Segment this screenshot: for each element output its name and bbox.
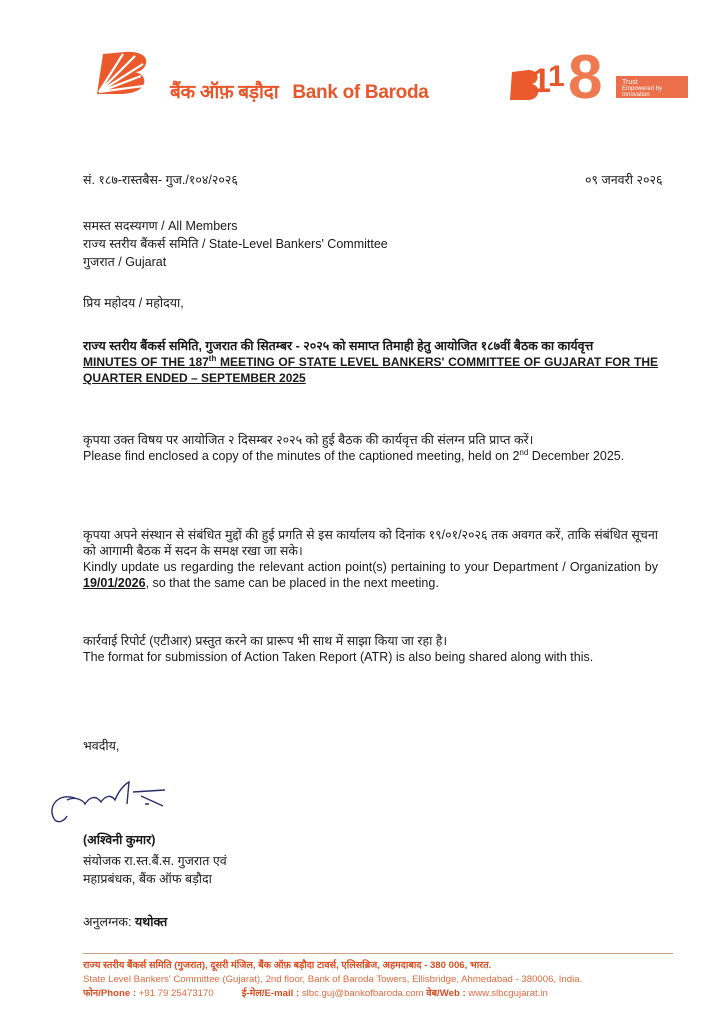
svg-text:8: 8 bbox=[568, 43, 603, 104]
recipient-line: राज्य स्तरीय बैंकर्स समिति / State-Level Bankers' Committee bbox=[83, 237, 388, 251]
designation-line: महाप्रबंधक, बैंक ऑफ बड़ौदा bbox=[83, 872, 212, 886]
email-label: ई-मेल/E-mail : bbox=[241, 988, 302, 999]
bank-of-baroda-logo-icon bbox=[95, 48, 155, 96]
salutation: प्रिय महोदय / महोदया, bbox=[83, 296, 184, 310]
svg-text:Empowered by: Empowered by bbox=[622, 86, 663, 92]
phone-label: फोन/Phone : bbox=[83, 988, 139, 999]
recipient-line: समस्त सदस्यगण / All Members bbox=[83, 219, 238, 233]
footer-address-hindi: राज्य स्तरीय बैंकर्स समिति (गुजरात), दूसरी मंजिल, बैंक ऑफ़ बड़ौदा टावर्स, एलिसब्रिज, अहमदाबाद - 380 006, भारत. bbox=[83, 960, 492, 971]
svg-text:Trust: Trust bbox=[622, 79, 638, 86]
enclosure bbox=[83, 914, 167, 930]
footer-divider bbox=[83, 953, 673, 954]
letter-date: ०९ जनवरी २०२६ bbox=[585, 173, 663, 187]
signature-icon bbox=[45, 770, 175, 830]
footer-contact bbox=[83, 987, 683, 1001]
paragraph-hindi: कृपया उक्त विषय पर आयोजित २ दिसम्बर २०२५ को हुई बैठक की कार्यवृत्त की संलग्न प्रति प्राप्त करें। bbox=[83, 433, 534, 447]
closing: भवदीय, bbox=[83, 739, 120, 753]
paragraph-enclosure bbox=[83, 432, 658, 464]
text: , so that the same can be placed in the next meeting. bbox=[145, 576, 439, 590]
signatory-designation bbox=[83, 852, 227, 888]
paragraph-update-request bbox=[83, 527, 658, 591]
enclosure-label: अनुलग्नक: bbox=[83, 915, 135, 929]
reference-number: सं. १८७-रास्तबैस- गुज./१०४/२०२६ bbox=[83, 173, 238, 187]
text: Kindly update us regarding the relevant action point(s) pertaining to your Department / Organization by bbox=[83, 560, 658, 574]
paragraph-atr bbox=[83, 633, 658, 665]
subject bbox=[83, 338, 658, 386]
brand-name-english: Bank of Baroda bbox=[292, 82, 429, 103]
svg-text:Innovation: Innovation bbox=[622, 92, 650, 98]
enclosure-value: यथोक्त bbox=[134, 915, 168, 929]
subject-english bbox=[83, 354, 658, 386]
email-link[interactable]: slbc.guj@bankofbaroda.com bbox=[301, 988, 424, 999]
signatory-name: (अश्विनी कुमार) bbox=[83, 833, 156, 847]
subject-english-text: MINUTES OF THE 187 bbox=[83, 355, 209, 369]
brand-name bbox=[170, 78, 443, 104]
text: December 2025. bbox=[528, 449, 625, 463]
brand-name-hindi: बैंक ऑफ़ बड़ौदा bbox=[170, 82, 279, 103]
web-label: वेब/Web : bbox=[423, 988, 469, 999]
subject-hindi: राज्य स्तरीय बैंकर्स समिति, गुजरात की सितम्बर - २०२५ को समाप्त तिमाही हेतु आयोजित १८७वीं बैठक का कार्यवृत्त bbox=[83, 339, 594, 353]
svg-text:1: 1 bbox=[548, 60, 565, 93]
anniversary-118-logo-icon bbox=[510, 42, 690, 104]
designation-line: संयोजक रा.स्त.बैं.स. गुजरात एवं bbox=[83, 854, 227, 868]
subject-english-text: MEETING OF STATE LEVEL BANKERS' COMMITTEE OF GUJARAT FOR THE QUARTER ENDED – SEPTEMBER 2025 bbox=[83, 355, 658, 385]
paragraph-english: The format for submission of Action Taken Report (ATR) is also being shared along with this. bbox=[83, 650, 594, 664]
footer bbox=[83, 959, 683, 1001]
superscript: th bbox=[208, 354, 217, 363]
paragraph-hindi: कार्रवाई रिपोर्ट (एटीआर) प्रस्तुत करने का प्रारूप भी साथ में साझा किया जा रहा है। bbox=[83, 634, 448, 648]
text: Please find enclosed a copy of the minutes of the captioned meeting, held on 2 bbox=[83, 449, 520, 463]
recipient-address bbox=[83, 217, 388, 271]
recipient-line: गुजरात / Gujarat bbox=[83, 255, 167, 269]
phone-number: +91 79 25473170 bbox=[138, 988, 214, 999]
paragraph-hindi: कृपया अपने संस्थान से संबंधित मुद्दों की हुई प्रगति से इस कार्यालय को दिनांक १९/०१/२०२६ तक अवगत करें, ताकि संबंधित सूचना को आगामी बैठक में सदन के समक्ष रखा जा सके। bbox=[83, 528, 658, 558]
paragraph-english bbox=[83, 559, 658, 591]
web-link[interactable]: www.slbcgujarat.in bbox=[468, 988, 548, 999]
paragraph-english bbox=[83, 448, 658, 464]
svg-text:1: 1 bbox=[532, 62, 551, 100]
footer-address-english: State Level Bankers' Committee (Gujarat), 2nd floor, Bank of Baroda Towers, Ellisbridge, Ahmedabad - 380006, India. bbox=[83, 974, 583, 985]
superscript: nd bbox=[519, 447, 529, 457]
deadline-date: 19/01/2026 bbox=[83, 576, 146, 590]
